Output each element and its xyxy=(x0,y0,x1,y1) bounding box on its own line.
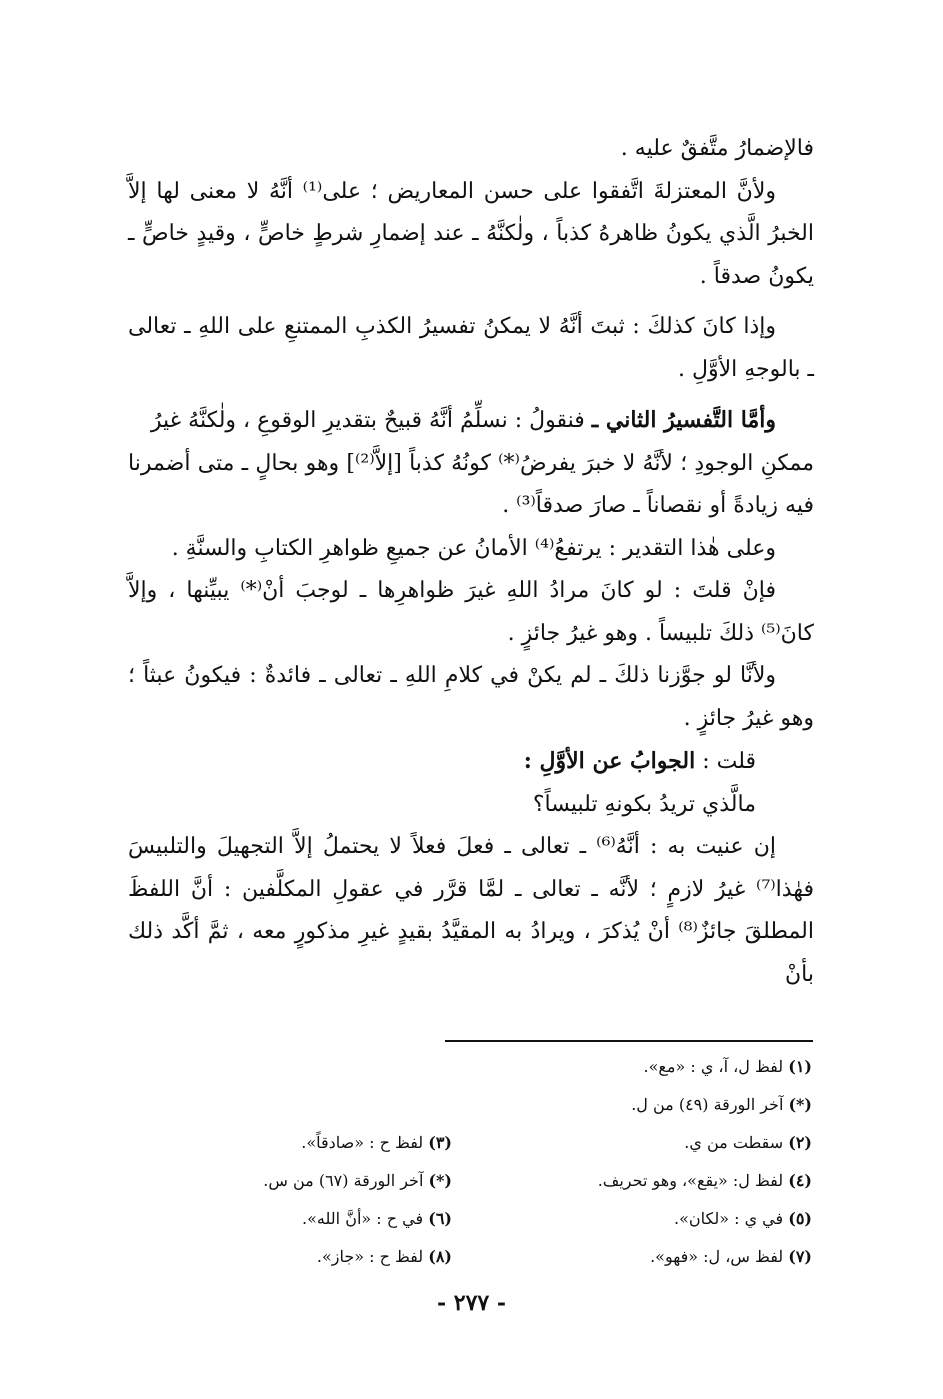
paragraph: ولأنَّ المعتزلةَ اتَّفقوا على حسن المعاريض ؛ على⁽¹⁾ أنَّهُ لا معنى لها إلاَّ الخبرُ الَّذي يكونُ ظاهرهُ كذباً ، ولٰكنَّهُ ـ عند إضمارِ شرطٍ خاصٍّ ، وقيدٍ خاصٍّ ـ يكونُ صدقاً . xyxy=(128,178,814,289)
section-heading: وأمَّا التَّفسيرُ الثاني ـ xyxy=(591,407,776,433)
paragraph: وعلى هٰذا التقدير : يرتفعُ⁽⁴⁾ الأمانُ عن جميعِ ظواهرِ الكتابِ والسنَّةِ . xyxy=(171,535,776,561)
footnotes xyxy=(210,1048,812,1276)
answer-heading: الجوابُ عن الأوَّلِ : xyxy=(523,748,696,774)
main-text xyxy=(128,128,814,996)
paragraph: فإنْ قلتَ : لو كانَ مرادُ اللهِ غيرَ ظواهرِها ـ لوجبَ أنْ⁽*⁾ يبيِّنها ، وإلاَّ كانَ⁽⁵⁾ ذلكَ تلبيساً . وهو غيرُ جائزٍ . xyxy=(128,578,814,646)
footnote: (٧) لفظ س، ل: «فهو». xyxy=(650,1247,812,1266)
paragraph: إن عنيت به : أنَّهُ⁽⁶⁾ ـ تعالى ـ فعلَ فعلاً لا يحتملُ إلاَّ التجهيلَ والتلبيسَ فهٰذا⁽⁷⁾ غيرُ لازمٍ ؛ لأنَّه ـ تعالى ـ لمَّا قرَّر في عقولِ المكلَّفين : أنَّ اللفظَ المطلقَ جائزٌ⁽⁸⁾ أنْ يُذكرَ ، ويرادُ به المقيَّدُ بقيدٍ غيرِ مذكورٍ معه ، ثمَّ أكَّد ذلك بأنْ xyxy=(128,834,814,987)
footnote: (٦) في ح : «أنَّ الله». xyxy=(302,1209,452,1228)
paragraph xyxy=(128,740,814,784)
footnote: (*) آخر الورقة (٦٧) من س. xyxy=(263,1171,452,1190)
paragraph: ممكنِ الوجودِ ؛ لأنَّهُ لا خبرَ يفرضُ⁽*⁾ كونُهُ كذباً [إلاَّ⁽²⁾] وهو بحالٍ ـ متى أضمرنا فيه زيادةً أو نقصاناً ـ صارَ صدقاً⁽³⁾ . xyxy=(128,450,814,518)
paragraph: فالإضمارُ متَّفقٌ عليه . xyxy=(620,136,814,161)
footnote: (٤) لفظ ل: «يقع»، وهو تحريف. xyxy=(597,1171,812,1190)
paragraph-text: فنقولُ : نسلِّمُ أنَّهُ قبيحٌ بتقديرِ الوقوعِ ، ولٰكنَّهُ غيرُ xyxy=(150,408,585,433)
paragraph xyxy=(128,399,814,443)
paragraph: ولأنَّا لو جوَّزنا ذلكَ ـ لم يكنْ في كلامِ اللهِ ـ تعالى ـ فائدةٌ : فيكونُ عبثاً ؛ وهو غيرُ جائزٍ . xyxy=(128,663,814,731)
page-number: - ٢٧٧ - xyxy=(436,1290,507,1316)
paragraph: مالَّذي تريدُ بكونهِ تلبيساً؟ xyxy=(532,791,756,817)
footnote: (٨) لفظ ح : «جاز». xyxy=(316,1247,452,1266)
paragraph-text: قلت : xyxy=(702,749,756,774)
footnote: (٢) سقطت من ي. xyxy=(684,1133,812,1152)
footnote-divider xyxy=(445,1040,813,1042)
footnote: (٣) لفظ ح : «صادقاً». xyxy=(301,1133,452,1152)
footnote: (٥) في ي : «لكان». xyxy=(674,1209,812,1228)
footnote: (١) لفظ ل، آ، ي : «مع». xyxy=(643,1057,812,1076)
footnote: (*) آخر الورقة (٤٩) من ل. xyxy=(631,1095,812,1114)
paragraph: وإذا كانَ كذلكَ : ثبتَ أنَّهُ لا يمكنُ تفسيرُ الكذبِ الممتنعِ على اللهِ ـ تعالى ـ بالوجهِ الأوَّلِ . xyxy=(128,314,814,382)
